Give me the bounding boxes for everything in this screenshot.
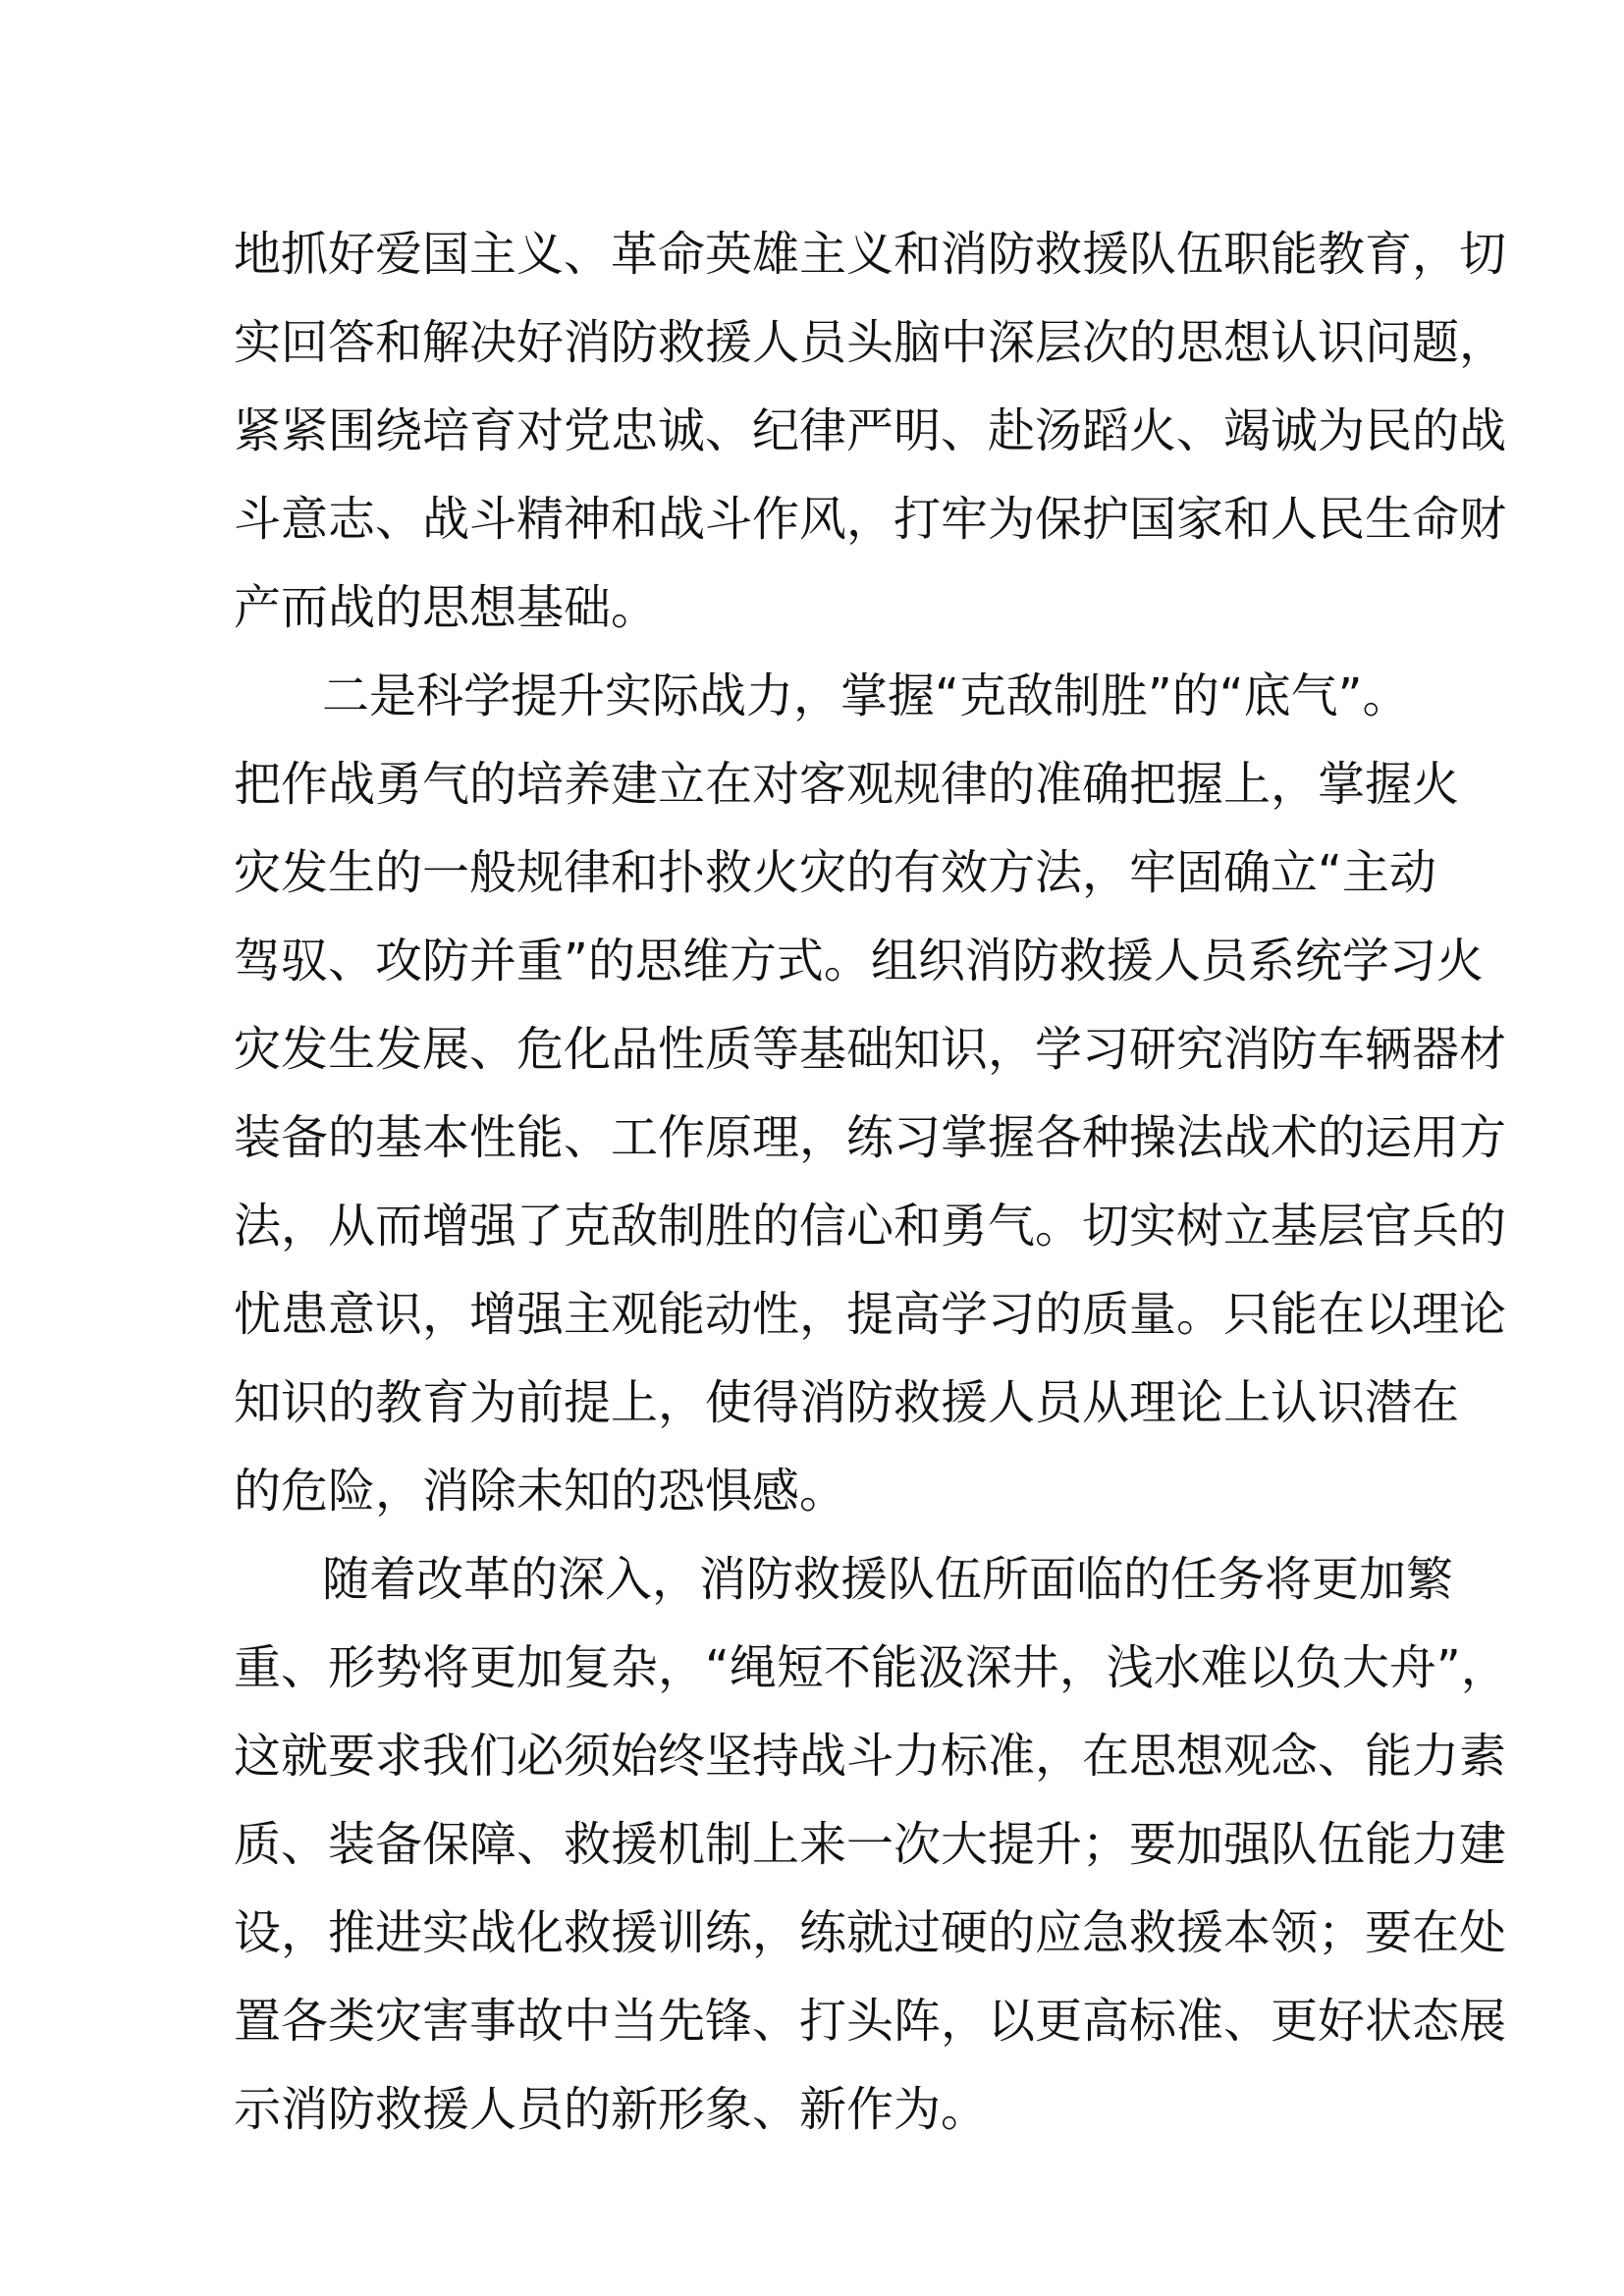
text-line: 实回答和解决好消防救援人员头脑中深层次的思想认识问题， [234,315,1507,370]
text-line: 的危险，消除未知的恐惧感。 [234,1464,847,1519]
text-line: 重、形势将更加复杂，“绳短不能汲深井，浅水难以负大舟”， [234,1640,1508,1695]
text-line: 这就要求我们必须始终坚持战斗力标准，在思想观念、能力素 [234,1729,1507,1784]
text-line: 置各类灾害事故中当先锋、打头阵，以更高标准、更好状态展 [234,1994,1507,2049]
text-line: 产而战的思想基础。 [234,580,659,635]
text-line: 设，推进实战化救援训练，练就过硬的应急救援本领；要在处 [234,1905,1507,1960]
text-line: 忧患意识，增强主观能动性，提高学习的质量。只能在以理论 [234,1287,1507,1342]
text-line: 法，从而增强了克敌制胜的信心和勇气。切实树立基层官兵的 [234,1199,1507,1254]
text-line: 灾发生发展、危化品性质等基础知识，学习研究消防车辆器材 [234,1022,1507,1077]
text-line: 示消防救援人员的新形象、新作为。 [234,2082,989,2137]
text-line: 紧紧围绕培育对党忠诚、纪律严明、赴汤蹈火、竭诚为民的战 [234,403,1507,458]
text-line: 知识的教育为前提上，使得消防救援人员从理论上认识潜在 [234,1375,1460,1430]
text-line: 质、装备保障、救援机制上来一次大提升；要加强队伍能力建 [234,1817,1507,1872]
text-line: 把作战勇气的培养建立在对客观规律的准确把握上，掌握火 [234,757,1460,812]
text-line: 斗意志、战斗精神和战斗作风，打牢为保护国家和人民生命财 [234,492,1507,547]
text-line: 驾驭、攻防并重”的思维方式。组织消防救援人员系统学习火 [234,934,1484,988]
text-line: 装备的基本性能、工作原理，练习掌握各种操法战术的运用方 [234,1110,1507,1165]
text-line: 灾发生的一般规律和扑救火灾的有效方法，牢固确立“主动 [234,845,1436,900]
paragraph-heading-line: 二是科学提升实际战力，掌握“克敌制胜”的“底气”。 [322,668,1410,723]
paragraph-start-line: 随着改革的深入，消防救援队伍所面临的任务将更加繁 [322,1552,1454,1607]
text-line: 地抓好爱国主义、革命英雄主义和消防救援队伍职能教育，切 [234,227,1507,282]
